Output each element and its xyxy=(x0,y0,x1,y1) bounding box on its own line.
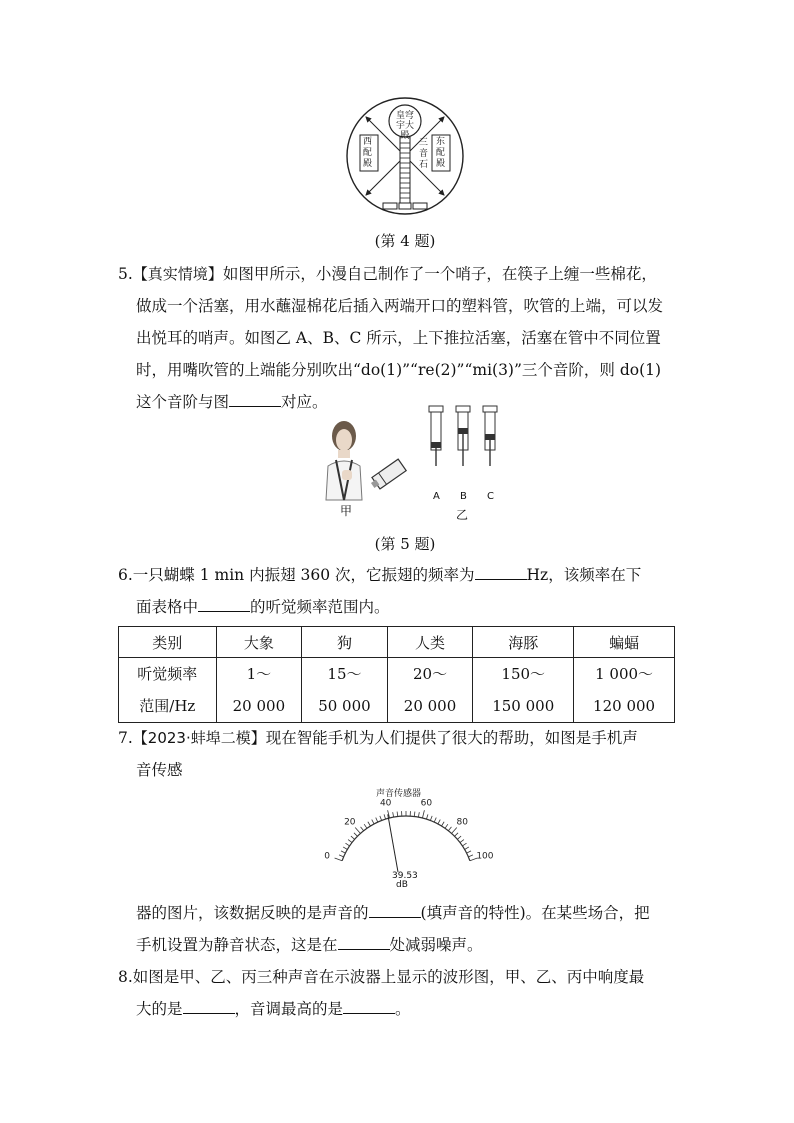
meter-tick xyxy=(335,858,343,861)
question-6-number: 6. xyxy=(118,566,133,584)
question-7-line-4b: 处减弱噪声。 xyxy=(389,936,483,954)
meter-tick xyxy=(372,820,374,824)
meter-tick-label: 60 xyxy=(420,798,433,809)
meter-tick xyxy=(351,836,355,839)
table-header-cell: 大象 xyxy=(216,627,302,658)
answer-blank-8a[interactable] xyxy=(183,999,235,1014)
meter-tick xyxy=(354,833,358,837)
meter-tick-label: 40 xyxy=(379,798,392,809)
table-cell: 1 000～ 120 000 xyxy=(574,658,675,723)
meter-tick xyxy=(418,812,419,817)
meter-title: 声音传感器 xyxy=(376,789,422,799)
meter-tick xyxy=(397,812,398,817)
meter-tick-label: 80 xyxy=(456,817,468,828)
question-5-line-5b: 对应。 xyxy=(281,393,328,411)
question-7-line-1: 现在智能手机为人们提供了很大的帮助，如图是手机声 xyxy=(265,729,638,747)
meter-tick xyxy=(376,818,378,823)
table-header-cell: 类别 xyxy=(119,627,217,658)
meter-tick xyxy=(341,851,345,853)
figure-4-caption: (第 4 题) xyxy=(374,232,436,250)
question-6-line-1b: Hz，该频率在下 xyxy=(526,566,642,584)
meter-tick xyxy=(380,816,382,821)
table-header-cell: 狗 xyxy=(302,627,388,658)
meter-tick xyxy=(455,833,459,837)
answer-blank-7b[interactable] xyxy=(338,935,390,950)
question-5-line-2: 做成一个活塞，用水蘸湿棉花后插入两端开口的塑料管，吹管的上端，可以发 xyxy=(136,297,664,315)
question-7-tag: 【2023·蚌埠二模】 xyxy=(132,729,266,747)
question-8-line-1: 如图是甲、乙、丙三种声音在示波器上显示的波形图，甲、乙、丙中响度最 xyxy=(132,968,645,986)
answer-blank-6a[interactable] xyxy=(475,565,527,580)
meter-tick xyxy=(343,847,347,850)
meter-tick xyxy=(384,814,386,819)
meter-tick xyxy=(438,820,440,824)
question-8 xyxy=(118,961,678,1025)
meter-tick xyxy=(361,827,364,831)
table-header-cell: 人类 xyxy=(387,627,473,658)
meter-tick-label: 0 xyxy=(324,851,330,862)
meter-tick xyxy=(465,847,469,850)
meter-tick-label: 100 xyxy=(476,851,494,862)
table-row-label: 听觉频率 范围/Hz xyxy=(119,658,217,723)
tube-label-a: A xyxy=(433,491,440,502)
table-cell: 20～ 20 000 xyxy=(387,658,473,723)
east-hall-label: 东配殿 xyxy=(436,137,446,169)
meter-tick-label: 20 xyxy=(344,817,356,828)
question-6-line-1a: 一只蝴蝶 1 min 内振翅 360 次，它振翅的频率为 xyxy=(132,566,475,584)
west-hall-label: 西配殿 xyxy=(363,137,373,169)
table-cell: 15～ 50 000 xyxy=(302,658,388,723)
question-7-number: 7. xyxy=(118,729,133,747)
question-7-line-2: 音传感 xyxy=(136,761,183,779)
answer-blank-6b[interactable] xyxy=(198,597,250,612)
center-hall-label: 皇穹宇大殿 xyxy=(395,111,414,141)
meter-reading: 39.53 xyxy=(392,871,418,881)
meter-tick xyxy=(348,840,352,843)
meter-needle xyxy=(388,814,398,872)
question-6-line-2b: 的听觉频率范围内。 xyxy=(250,598,390,616)
tubes-illustration xyxy=(426,404,502,490)
meter-tick xyxy=(355,828,360,834)
meter-tick xyxy=(364,824,367,828)
question-7 xyxy=(118,722,678,786)
question-8-line-2c: 。 xyxy=(395,1000,411,1018)
table-cell: 1～ 20 000 xyxy=(216,658,302,723)
meter-unit: dB xyxy=(396,880,408,890)
question-7-line-3b: (填声音的特性)。在某些场合，把 xyxy=(420,904,650,922)
table-header-cell: 蝙蝠 xyxy=(574,627,675,658)
hearing-frequency-table xyxy=(118,626,675,723)
question-6-line-2a: 面表格中 xyxy=(136,598,199,616)
meter-tick xyxy=(368,822,371,826)
meter-tick xyxy=(445,824,448,828)
answer-blank-5[interactable] xyxy=(229,392,281,407)
meter-tick xyxy=(393,812,394,817)
question-6 xyxy=(118,559,678,623)
meter-tick xyxy=(434,818,436,823)
question-8-line-2b: ，音调最高的是 xyxy=(234,1000,344,1018)
question-7-line-4a: 手机设置为静音状态，这是在 xyxy=(136,936,338,954)
meter-tick xyxy=(339,855,344,857)
meter-tick xyxy=(414,812,415,817)
tube-label-c: C xyxy=(487,491,494,502)
answer-blank-8b[interactable] xyxy=(343,999,395,1014)
meter-tick xyxy=(457,836,461,839)
question-7-continued xyxy=(118,897,678,961)
meter-tick xyxy=(426,814,428,819)
question-5-line-5a: 这个音阶与图 xyxy=(136,393,230,411)
question-8-line-2a: 大的是 xyxy=(136,1000,183,1018)
figure-5-label-jia: 甲 xyxy=(340,504,353,518)
question-7-line-3a: 器的图片，该数据反映的是声音的 xyxy=(136,904,369,922)
meter-tick xyxy=(467,851,471,853)
echo-stone-label: 三音石 xyxy=(419,138,429,170)
question-8-number: 8. xyxy=(118,968,133,986)
table-cell: 150～ 150 000 xyxy=(473,658,574,723)
question-5-line-3: 出悦耳的哨声。如图乙 A、B、C 所示，上下推拉活塞，活塞在管中不同位置 xyxy=(136,329,661,347)
question-5 xyxy=(118,258,678,418)
table-header-row xyxy=(119,627,675,658)
answer-blank-7a[interactable] xyxy=(369,903,421,918)
question-5-line-4: 时，用嘴吹管的上端能分别吹出“do(1)”“re(2)”“mi(3)”三个音阶，则 do(1) xyxy=(136,361,662,379)
meter-tick xyxy=(460,840,464,843)
meter-tick xyxy=(422,810,424,818)
table-header-cell: 海豚 xyxy=(473,627,574,658)
meter-tick xyxy=(448,827,451,831)
question-5-line-1: 如图甲所示，小漫自己制作了一个哨子，在筷子上缠一些棉花， xyxy=(222,265,657,283)
figure-5-caption: (第 5 题) xyxy=(374,535,436,553)
meter-tick xyxy=(430,816,432,821)
meter-tick xyxy=(345,843,349,846)
meter-tick xyxy=(442,822,445,826)
question-5-tag: 【真实情境】 xyxy=(132,265,223,283)
tube-label-b: B xyxy=(460,491,467,502)
meter-tick xyxy=(462,843,466,846)
meter-tick xyxy=(452,828,457,834)
figure-5-label-yi: 乙 xyxy=(456,508,469,522)
question-5-number: 5. xyxy=(118,265,133,283)
table-row xyxy=(119,658,675,723)
girl-whistle-illustration xyxy=(322,418,412,500)
meter-tick xyxy=(468,855,473,857)
